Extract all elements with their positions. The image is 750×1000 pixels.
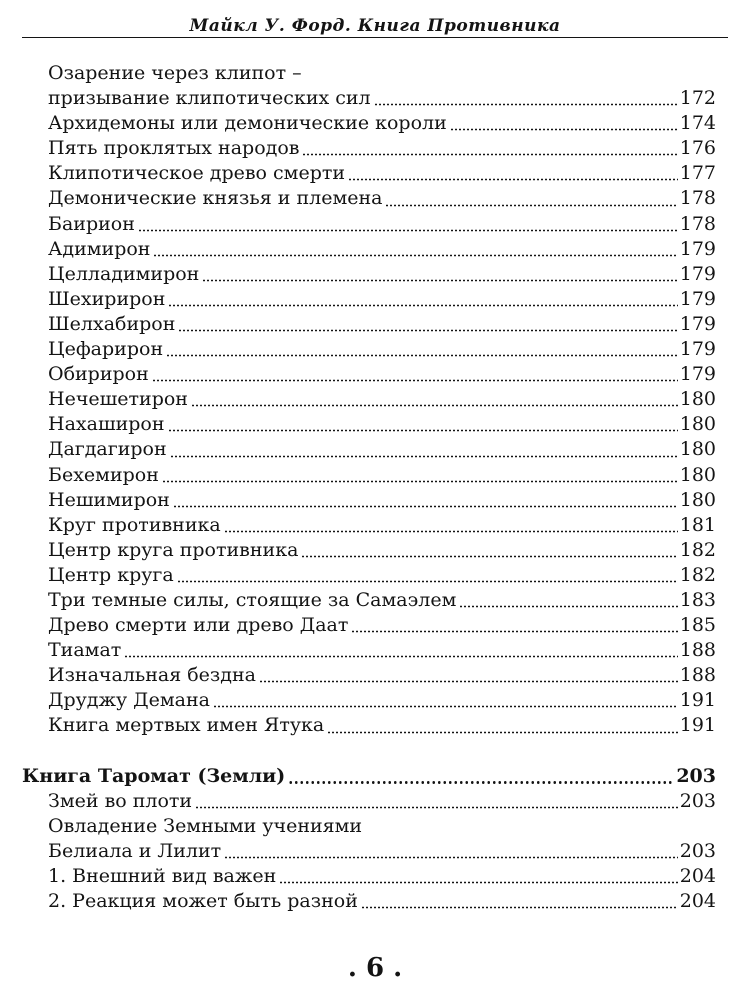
toc-entry-label: Книга мертвых имен Ятука	[48, 714, 325, 737]
toc-entry-label: Изначальная бездна	[48, 664, 256, 687]
dot-leader	[279, 881, 677, 884]
toc-entry-label: Бехемирон	[48, 463, 159, 486]
toc-entry-page: 179	[679, 237, 716, 260]
toc-entry-page: 176	[679, 137, 716, 160]
toc-entry	[48, 463, 716, 488]
toc-entry-label: Цефарирон	[48, 338, 164, 361]
toc-entry-label: Круг противника	[48, 513, 221, 536]
toc-entry-label: Три темные силы, стоящие за Самаэлем	[48, 588, 457, 611]
toc-entry	[48, 61, 716, 86]
toc-entry-page: 179	[679, 338, 716, 361]
toc-entry	[48, 814, 716, 839]
dot-leader	[450, 128, 678, 131]
toc-entry	[48, 337, 716, 362]
toc-entry	[48, 86, 716, 111]
dot-leader	[351, 630, 677, 633]
toc-entry-label: Шехирирон	[48, 287, 166, 310]
dot-leader	[374, 103, 678, 106]
toc-entry-page: 181	[679, 513, 716, 536]
dot-leader	[138, 229, 678, 232]
toc-entry	[48, 111, 716, 136]
dot-leader	[302, 153, 677, 156]
toc-entry-label: 2. Реакция может быть разной	[48, 890, 358, 912]
toc-entry-label: Древо смерти или древо Даат	[48, 614, 349, 637]
dot-leader	[224, 856, 678, 859]
toc-entry-page: 191	[679, 714, 716, 737]
toc-entry-label: призывание клипотических сил	[48, 87, 371, 110]
toc-entry	[48, 713, 716, 738]
dot-leader	[348, 178, 678, 181]
table-of-contents	[0, 61, 750, 914]
toc-entry-page: 188	[679, 664, 716, 687]
dot-leader	[361, 906, 678, 909]
toc-entry	[48, 387, 716, 412]
toc-entry-page: 180	[679, 388, 716, 411]
toc-entry-label: Змей во плоти	[48, 789, 193, 812]
toc-entry	[48, 237, 716, 262]
dot-leader	[301, 555, 677, 558]
toc-entry-label: Баирион	[48, 212, 135, 235]
toc-entry-label: Центр круга противника	[48, 538, 299, 561]
toc-entry	[48, 161, 716, 186]
dot-leader	[153, 254, 677, 257]
toc-entry-label: Тиамат	[48, 639, 122, 662]
toc-entry	[48, 513, 716, 538]
toc-entry-page: 185	[679, 614, 716, 637]
toc-entry-label: Архидемоны или демонические короли	[48, 112, 447, 135]
toc-entries	[0, 61, 750, 739]
toc-entry-label: Адимирон	[48, 237, 151, 260]
dot-leader	[152, 379, 678, 382]
toc-entry-label: Демонические князья и племена	[48, 187, 383, 210]
dot-leader	[195, 806, 678, 809]
toc-entry-page: 203	[679, 789, 716, 812]
toc-entry	[48, 488, 716, 513]
toc-entry	[48, 186, 716, 211]
toc-entry-page: 180	[679, 488, 716, 511]
toc-entry-label: Озарение через клипот –	[48, 62, 302, 84]
toc-entry-page: 180	[679, 413, 716, 436]
toc-entry-label: Целладимирон	[48, 262, 200, 285]
dot-leader	[288, 781, 674, 784]
dot-leader	[327, 731, 677, 734]
toc-entry-label: Шелхабирон	[48, 312, 176, 335]
toc-entry-page: 182	[679, 538, 716, 561]
toc-entry-page: 179	[679, 312, 716, 335]
toc-entry-page: 179	[679, 363, 716, 386]
dot-leader	[166, 354, 678, 357]
toc-entry	[48, 588, 716, 613]
dot-leader	[168, 304, 677, 307]
dot-leader	[168, 429, 678, 432]
toc-entry	[48, 638, 716, 663]
toc-entry	[48, 839, 716, 864]
toc-entry-label: Пять проклятых народов	[48, 137, 300, 160]
toc-entry-label: Обирирон	[48, 363, 149, 386]
toc-entry-label: Друджу Демана	[48, 689, 210, 712]
toc-entry	[48, 412, 716, 437]
toc-entry	[48, 312, 716, 337]
toc-entry	[48, 613, 716, 638]
toc-entry-label: Нешимирон	[48, 488, 170, 511]
section-spacer	[0, 739, 750, 764]
toc-section-entries	[0, 789, 750, 914]
dot-leader	[178, 329, 677, 332]
toc-entry	[48, 789, 716, 814]
toc-section-page: 203	[676, 764, 716, 787]
toc-entry	[48, 864, 716, 889]
toc-entry-label: 1. Внешний вид важен	[48, 864, 277, 887]
toc-entry-page: 203	[679, 839, 716, 862]
toc-entry	[48, 262, 716, 287]
toc-entry-page: 180	[679, 463, 716, 486]
toc-entry	[48, 437, 716, 462]
toc-entry-label: Нахаширон	[48, 413, 165, 436]
toc-entry-page: 182	[679, 563, 716, 586]
toc-entry-label: Клипотическое древо смерти	[48, 162, 346, 185]
toc-entry	[48, 136, 716, 161]
dot-leader	[124, 655, 677, 658]
dot-leader	[177, 580, 678, 583]
toc-entry-label: Белиала и Лилит	[48, 839, 222, 862]
toc-entry	[48, 563, 716, 588]
toc-entry	[48, 663, 716, 688]
toc-entry-page: 179	[679, 262, 716, 285]
header-title: Майкл У. Форд. Книга Противника	[180, 16, 571, 36]
dot-leader	[173, 505, 678, 508]
page-number: . 6 .	[347, 953, 403, 983]
toc-entry-page: 172	[679, 87, 716, 110]
toc-section-label: Книга Таромат (Земли)	[22, 764, 286, 787]
toc-entry-label: Овладение Земными учениями	[48, 814, 363, 837]
toc-entry	[48, 362, 716, 387]
dot-leader	[385, 204, 677, 207]
toc-entry-page: 204	[679, 864, 716, 887]
dot-leader	[202, 279, 677, 282]
dot-leader	[459, 605, 677, 608]
toc-entry-label: Нечешетирон	[48, 388, 188, 411]
toc-entry	[48, 538, 716, 563]
toc-entry-page: 178	[679, 187, 716, 210]
toc-entry	[48, 688, 716, 713]
toc-entry-page: 183	[679, 588, 716, 611]
dot-leader	[224, 530, 678, 533]
toc-entry-page: 204	[679, 890, 716, 912]
toc-entry-label: Центр круга	[48, 563, 174, 586]
toc-entry-label: Дагдагирон	[48, 438, 167, 461]
toc-entry-page: 178	[679, 212, 716, 235]
toc-entry-page: 191	[679, 689, 716, 712]
toc-entry-page: 180	[679, 438, 716, 461]
toc-entry	[48, 212, 716, 237]
toc-entry	[48, 889, 716, 914]
dot-leader	[191, 404, 678, 407]
toc-entry-page: 188	[679, 639, 716, 662]
dot-leader	[162, 480, 678, 483]
header-rule	[22, 37, 728, 38]
toc-entry	[48, 287, 716, 312]
toc-entry-page: 179	[679, 287, 716, 310]
dot-leader	[170, 455, 678, 458]
running-header	[22, 14, 728, 42]
toc-entry-page: 177	[679, 162, 716, 185]
toc-entry-page: 174	[679, 112, 716, 135]
dot-leader	[213, 705, 678, 708]
dot-leader	[259, 680, 678, 683]
toc-section-heading	[22, 764, 716, 789]
